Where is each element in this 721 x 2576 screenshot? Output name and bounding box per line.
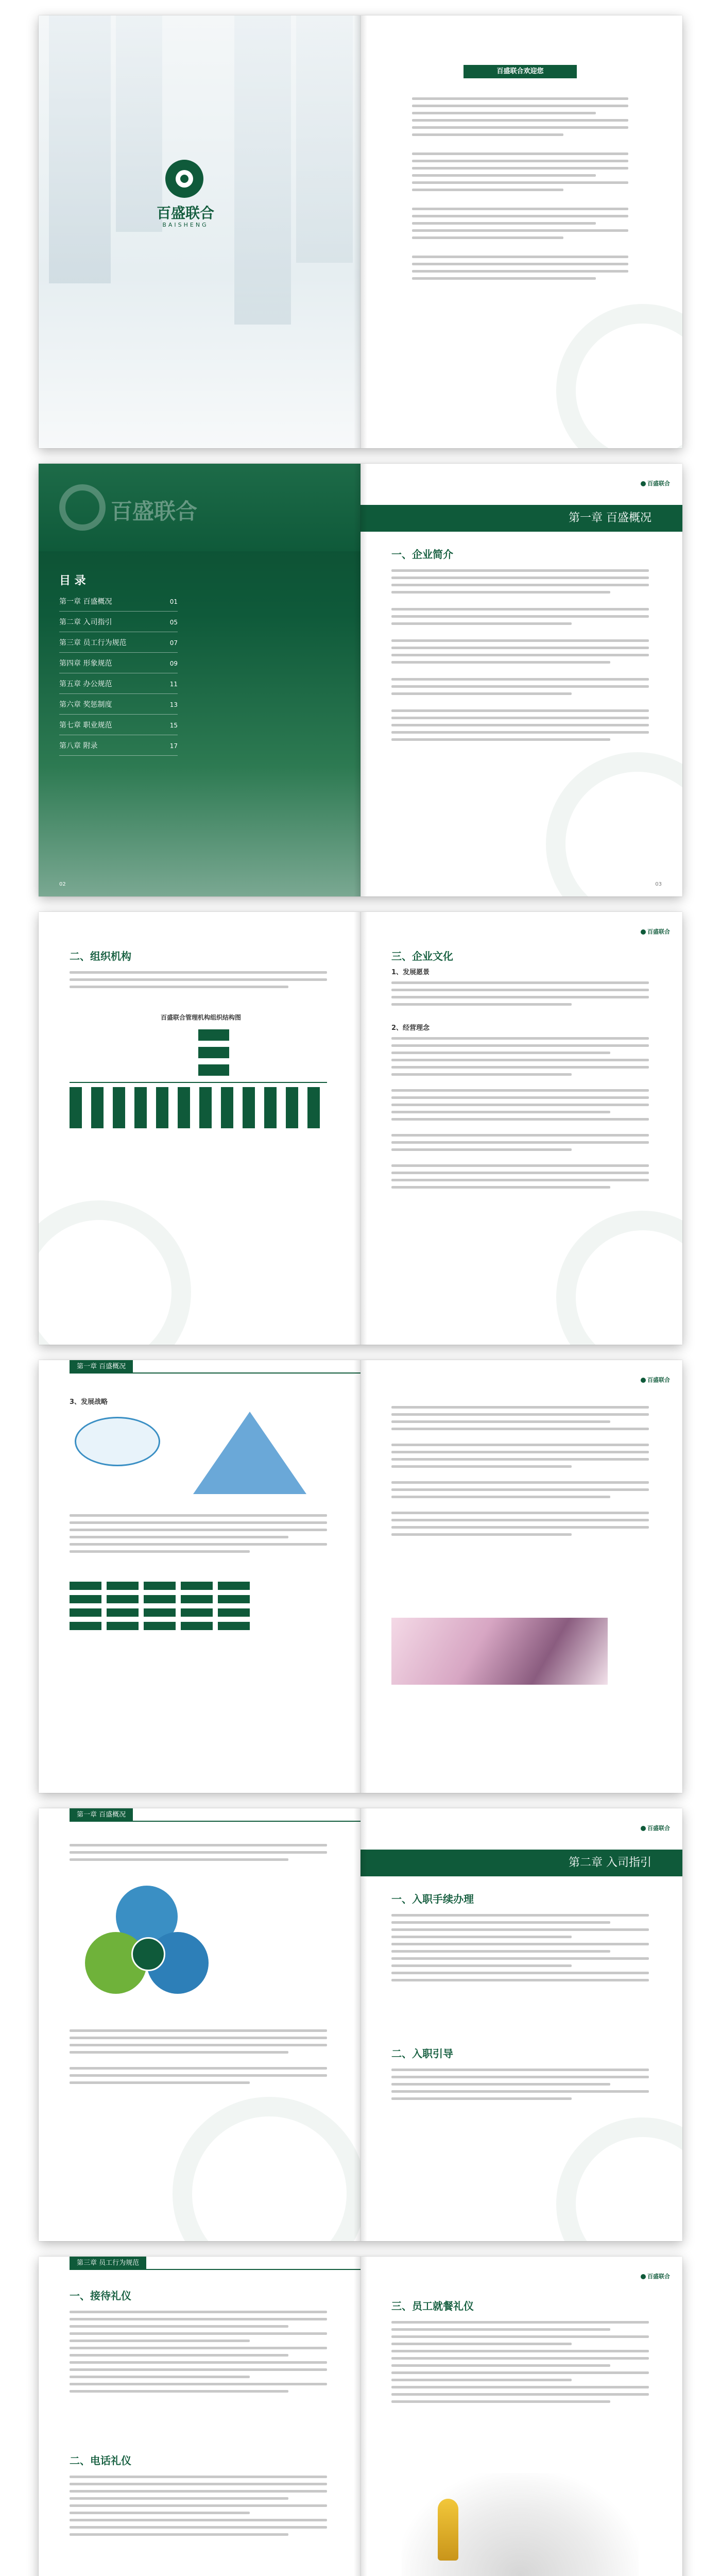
toc-page <box>39 464 360 896</box>
spread-onboarding <box>39 1808 682 2241</box>
sub-title: 2、经营理念 <box>391 1024 430 1032</box>
onboarding-page <box>360 1808 682 2241</box>
page-header-tag: 第一章 百盛概况 <box>70 1808 133 1822</box>
section-title: 三、员工就餐礼仪 <box>391 2300 474 2312</box>
section-title: 一、接待礼仪 <box>70 2290 131 2302</box>
chapter-bar <box>360 505 682 532</box>
spread-etiquette <box>39 2257 682 2576</box>
grid-box <box>107 1582 139 1590</box>
grid-box <box>218 1582 250 1590</box>
org-dept <box>243 1087 255 1128</box>
strategy-pyramid <box>193 1412 306 1494</box>
toc-item[interactable]: 第七章 职业规范 15 <box>59 716 178 735</box>
grid-box <box>218 1608 250 1617</box>
header-logo: 百盛联合 <box>641 1824 670 1832</box>
section-text <box>391 1032 649 1193</box>
toc-item[interactable]: 第三章 员工行为规范 07 <box>59 634 178 653</box>
section-text <box>391 2064 649 2105</box>
org-page <box>39 912 360 1345</box>
toc-item[interactable]: 第一章 百盛概况 01 <box>59 592 178 612</box>
section-text <box>391 2316 649 2408</box>
org-dept <box>91 1087 104 1128</box>
welcome-text <box>412 93 628 284</box>
grid-box <box>70 1582 101 1590</box>
page-header-line <box>70 1372 360 1374</box>
watermark-graphic <box>556 304 682 448</box>
header-logo: 百盛联合 <box>641 2272 670 2280</box>
grid-box <box>218 1595 250 1603</box>
grid-box <box>144 1622 176 1630</box>
org-dept <box>113 1087 125 1128</box>
chapter-title: 第二章 入司指引 <box>569 1856 651 1869</box>
spread-toc <box>39 464 682 896</box>
venn-center <box>131 1937 165 1971</box>
grid-box <box>107 1595 139 1603</box>
cover-page <box>39 15 360 448</box>
watermark-graphic <box>39 1200 191 1345</box>
sub-title: 1、发展愿景 <box>391 969 430 976</box>
building-image <box>234 15 291 325</box>
building-image <box>116 15 162 232</box>
figures-illustration <box>402 2473 639 2576</box>
strategy-page-2 <box>360 1360 682 1793</box>
org-connector <box>70 1082 327 1083</box>
org-dept <box>156 1087 168 1128</box>
section-text <box>391 977 649 1010</box>
toc-title: 目 录 <box>59 574 86 587</box>
watermark-graphic <box>173 2097 360 2241</box>
building-image <box>49 15 111 283</box>
banner-logo-icon <box>59 484 106 531</box>
grid-box <box>70 1622 101 1630</box>
grid-box <box>144 1582 176 1590</box>
page-number: 03 <box>655 882 662 887</box>
gold-figure <box>438 2499 458 2561</box>
org-dept <box>178 1087 190 1128</box>
section-text <box>70 1839 327 1866</box>
grid-box <box>70 1608 101 1617</box>
org-box <box>198 1029 229 1041</box>
toc-item[interactable]: 第二章 入司指引 05 <box>59 613 178 632</box>
grid-box <box>144 1608 176 1617</box>
toc-item[interactable]: 第五章 办公规范 11 <box>59 675 178 694</box>
org-box <box>198 1064 229 1076</box>
cover-logo-icon <box>165 160 203 198</box>
spread-strategy <box>39 1360 682 1793</box>
welcome-page <box>360 15 682 448</box>
grid-box <box>181 1608 213 1617</box>
chapter-bar <box>360 1850 682 1876</box>
page-number: 02 <box>59 882 66 887</box>
page-header-line <box>70 1821 360 1822</box>
grid-box <box>181 1595 213 1603</box>
grid-box <box>218 1622 250 1630</box>
header-logo: 百盛联合 <box>641 927 670 936</box>
page-header-line <box>70 2269 360 2270</box>
spread-org <box>39 912 682 1345</box>
page-header-tag: 第三章 员工行为规范 <box>70 2257 146 2270</box>
watermark-graphic <box>546 752 682 896</box>
welcome-title: 百盛联合欢迎您 <box>464 65 577 78</box>
header-logo: 百盛联合 <box>641 479 670 487</box>
org-dept <box>264 1087 277 1128</box>
section-title: 一、入职手续办理 <box>391 1893 474 1905</box>
building-image <box>296 15 353 263</box>
grid-box <box>70 1595 101 1603</box>
cover-brand-name: 百盛联合 <box>156 205 214 222</box>
intro-page <box>360 464 682 896</box>
org-dept <box>221 1087 233 1128</box>
org-dept <box>286 1087 298 1128</box>
section-title: 二、入职引导 <box>391 2047 453 2060</box>
section-text <box>70 967 327 993</box>
office-photo <box>391 1618 608 1685</box>
section-text <box>391 565 649 745</box>
grid-box <box>181 1582 213 1590</box>
toc-item[interactable]: 第八章 附录 17 <box>59 737 178 756</box>
spread-cover <box>39 15 682 448</box>
cover-brand-sub: BAISHENG <box>162 222 209 228</box>
org-dept <box>134 1087 147 1128</box>
section-text <box>70 2306 327 2397</box>
section-text <box>70 2471 327 2540</box>
strategy-page <box>39 1360 360 1793</box>
section-title: 二、电话礼仪 <box>70 2454 131 2467</box>
dining-page <box>360 2257 682 2576</box>
watermark-graphic <box>556 1211 682 1345</box>
values-page <box>39 1808 360 2241</box>
org-dept <box>70 1087 82 1128</box>
section-text <box>391 1401 649 1540</box>
grid-box <box>144 1595 176 1603</box>
watermark-graphic <box>556 2117 682 2241</box>
page-header-tag: 第一章 百盛概况 <box>70 1360 133 1374</box>
section-title: 三、企业文化 <box>391 950 453 962</box>
sub-title: 3、发展战略 <box>70 1398 108 1406</box>
section-title: 二、组织机构 <box>70 950 131 962</box>
org-box <box>198 1047 229 1058</box>
culture-page <box>360 912 682 1345</box>
section-text <box>70 1510 327 1557</box>
toc-item[interactable]: 第四章 形象规范 09 <box>59 654 178 673</box>
org-dept <box>199 1087 212 1128</box>
grid-box <box>181 1622 213 1630</box>
section-text <box>70 2025 327 2089</box>
banner-brand: 百盛联合 <box>111 499 198 524</box>
section-title: 一、企业简介 <box>391 548 453 561</box>
chapter-title: 第一章 百盛概况 <box>569 512 651 524</box>
header-logo: 百盛联合 <box>641 1376 670 1384</box>
etiquette-page <box>39 2257 360 2576</box>
grid-box <box>107 1608 139 1617</box>
strategy-ellipse <box>75 1417 160 1466</box>
org-chart-title: 百盛联合管理机构组织结构图 <box>160 1014 241 1021</box>
toc-item[interactable]: 第六章 奖惩制度 13 <box>59 696 178 715</box>
org-dept <box>307 1087 320 1128</box>
section-text <box>391 1909 649 1986</box>
grid-box <box>107 1622 139 1630</box>
